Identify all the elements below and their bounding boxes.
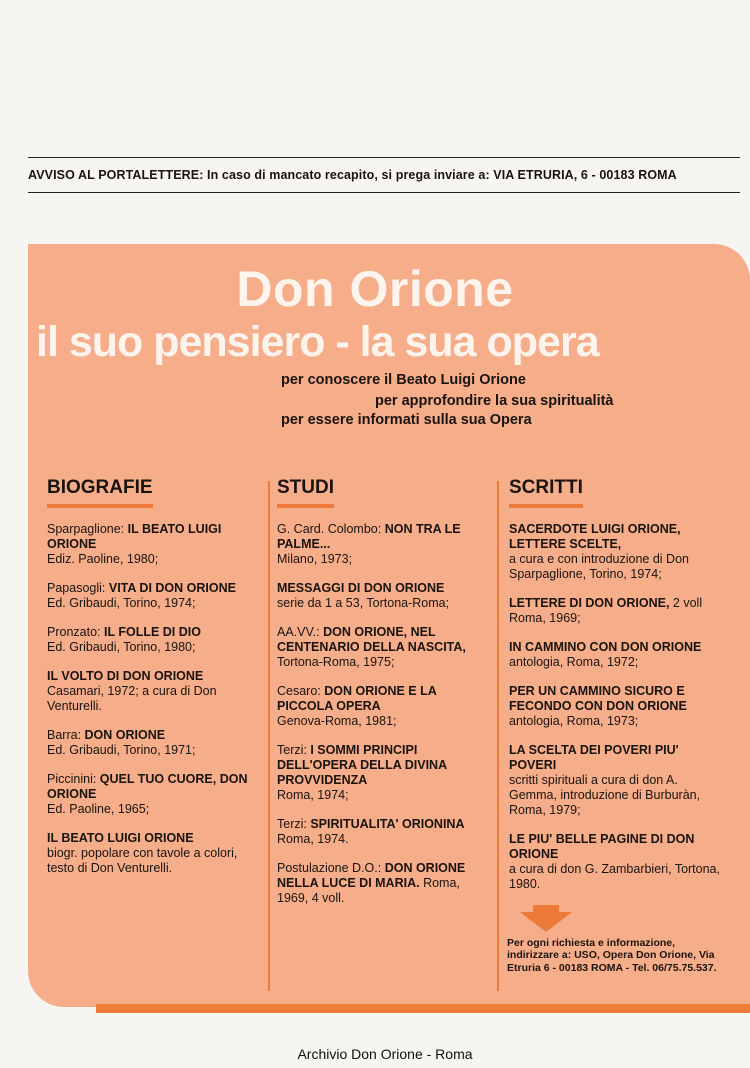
entry-author: Postulazione D.O.:	[277, 861, 385, 875]
bibliography-entry	[47, 772, 259, 817]
bibliography-entry	[47, 581, 259, 611]
bottom-rule	[96, 1004, 750, 1013]
postal-notice	[28, 157, 740, 193]
entry-title: VITA DI DON ORIONE	[108, 581, 236, 595]
entry-publication: Casamari, 1972; a cura di Don Venturelli.	[47, 684, 217, 713]
entry-title: DON ORIONE, NEL CENTENARIO DELLA NASCITA,	[277, 625, 466, 654]
bibliography-entry	[47, 522, 259, 567]
bibliography-entry	[47, 728, 259, 758]
entry-title: NON TRA LE PALME...	[277, 522, 461, 551]
entry-publication: biogr. popolare con tavole a colori, testo di Don Venturelli.	[47, 846, 238, 875]
bibliography-entry	[277, 522, 489, 567]
entry-author: G. Card. Colombo:	[277, 522, 385, 536]
entry-publication: antologia, Roma, 1973;	[509, 714, 639, 728]
bibliography-entry	[277, 684, 489, 729]
headline-subtitle: il suo pensiero - la sua opera	[36, 318, 599, 366]
entry-title: SACERDOTE LUIGI ORIONE, LETTERE SCELTE,	[509, 522, 681, 551]
entry-title: LE PIU' BELLE PAGINE DI DON ORIONE	[509, 832, 695, 861]
request-info: Per ogni richiesta e informazione, indirizzare a: USO, Opera Don Orione, Via Etruria 6 - 00183 ROMA - Tel. 06/75.75.537.	[507, 937, 717, 974]
down-arrow-icon	[520, 912, 572, 932]
entry-title: IN CAMMINO CON DON ORIONE	[509, 640, 702, 654]
entry-publication: Genova-Roma, 1981;	[277, 714, 397, 728]
entry-publication: Ed. Gribaudi, Torino, 1974;	[47, 596, 196, 610]
column-heading: STUDI	[277, 477, 334, 508]
entry-publication: a cura e con introduzione di Don Sparpaglione, Torino, 1974;	[509, 552, 689, 581]
bibliography-entry	[277, 581, 489, 611]
intro-line-1: per conoscere il Beato Luigi Orione	[281, 372, 526, 388]
entry-publication: Roma, 1974;	[277, 788, 349, 802]
entry-title: MESSAGGI DI DON ORIONE	[277, 581, 445, 595]
bibliography-entry	[277, 625, 489, 670]
entry-list	[47, 522, 259, 876]
bibliography-entry	[277, 743, 489, 803]
entry-publication: Ed. Paoline, 1965;	[47, 802, 150, 816]
entry-publication: Ed. Gribaudi, Torino, 1971;	[47, 743, 196, 757]
entry-publication: Ediz. Paoline, 1980;	[47, 552, 159, 566]
entry-author: Barra:	[47, 728, 85, 742]
column-studi	[277, 477, 489, 906]
entry-title: PER UN CAMMINO SICURO E FECONDO CON DON ORIONE	[509, 684, 687, 713]
bibliography-entry	[47, 831, 259, 876]
entry-title: DON ORIONE	[84, 728, 166, 742]
column-heading: BIOGRAFIE	[47, 477, 153, 508]
entry-title: IL FOLLE DI DIO	[103, 625, 201, 639]
postal-notice-text: AVVISO AL PORTALETTERE: In caso di mancato recapito, si prega inviare a: VIA ETRURIA, 6 - 00183 ROMA	[28, 168, 677, 182]
column-biografie	[47, 477, 259, 876]
entry-list	[509, 522, 722, 892]
entry-author: AA.VV.:	[277, 625, 324, 639]
intro-line-3: per essere informati sulla sua Opera	[281, 412, 532, 428]
entry-publication: serie da 1 a 53, Tortona-Roma;	[277, 596, 450, 610]
column-divider-2	[497, 481, 499, 991]
bibliography-entry	[509, 832, 722, 892]
entry-title: LA SCELTA DEI POVERI PIU' POVERI	[509, 743, 679, 772]
entry-title: IL VOLTO DI DON ORIONE	[47, 669, 204, 683]
entry-publication: Roma, 1974.	[277, 832, 349, 846]
entry-title: DON ORIONE NELLA LUCE DI MARIA.	[277, 861, 466, 890]
entry-title: LETTERE DI DON ORIONE,	[509, 596, 670, 610]
bibliography-entry	[509, 640, 722, 670]
intro-line-2: per approfondire la sua spiritualità	[375, 393, 614, 409]
entry-title: IL BEATO LUIGI ORIONE	[47, 522, 222, 551]
bibliography-entry	[47, 625, 259, 655]
entry-title: IL BEATO LUIGI ORIONE	[47, 831, 194, 845]
entry-publication: Ed. Gribaudi, Torino, 1980;	[47, 640, 196, 654]
archive-credit: Archivio Don Orione - Roma	[297, 1046, 473, 1062]
entry-title: SPIRITUALITA' ORIONINA	[310, 817, 465, 831]
entry-title: I SOMMI PRINCIPI DELL'OPERA DELLA DIVINA PROVVIDENZA	[277, 743, 447, 787]
bibliography-entry	[277, 861, 489, 906]
bibliography-entry	[509, 522, 722, 582]
bibliography-entry	[509, 743, 722, 818]
entry-publication: Roma, 1969, 4 voll.	[277, 876, 460, 905]
entry-publication: antologia, Roma, 1972;	[509, 655, 639, 669]
entry-publication: a cura di don G. Zambarbieri, Tortona, 1980.	[509, 862, 720, 891]
bibliography-entry	[47, 669, 259, 714]
entry-publication: Milano, 1973;	[277, 552, 353, 566]
headline-title: Don Orione	[236, 261, 514, 317]
entry-author: Terzi:	[277, 743, 311, 757]
column-heading: SCRITTI	[509, 477, 583, 508]
entry-list	[277, 522, 489, 906]
bibliography-entry	[509, 684, 722, 729]
bibliography-entry	[509, 596, 722, 626]
entry-author: Sparpaglione:	[47, 522, 128, 536]
column-scritti	[509, 477, 722, 892]
entry-title: QUEL TUO CUORE, DON ORIONE	[47, 772, 248, 801]
column-divider-1	[268, 481, 270, 991]
entry-author: Papasogli:	[47, 581, 109, 595]
entry-author: Terzi:	[277, 817, 311, 831]
entry-publication: 2 voll Roma, 1969;	[509, 596, 703, 625]
entry-author: Pronzato:	[47, 625, 104, 639]
entry-publication: Tortona-Roma, 1975;	[277, 655, 395, 669]
entry-title: DON ORIONE E LA PICCOLA OPERA	[277, 684, 437, 713]
bibliography-entry	[277, 817, 489, 847]
entry-publication: scritti spirituali a cura di don A. Gemma, introduzione di Burburàn, Roma, 1979;	[509, 773, 701, 817]
entry-author: Piccinini:	[47, 772, 100, 786]
entry-author: Cesaro:	[277, 684, 325, 698]
